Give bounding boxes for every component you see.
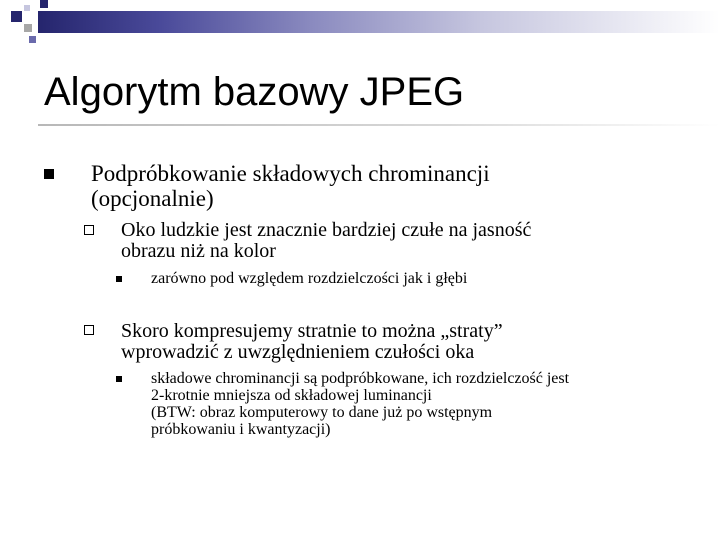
sub-sub-bullet-2 (151, 370, 569, 438)
light-square-icon (24, 5, 30, 11)
sub-bullet-line: obrazu niż na kolor (121, 240, 276, 262)
sub-bullet-line: Oko ludzkie jest znacznie bardziej czułe na jasność (121, 219, 532, 241)
sub-bullet-2 (121, 321, 503, 363)
dark-square-icon (11, 11, 22, 22)
level3-bullet-icon (116, 276, 122, 282)
sub-bullet-1 (121, 220, 531, 262)
gray-square-icon (24, 24, 32, 32)
bullet-main-line: Podpróbkowanie składowych chrominancji (91, 161, 490, 186)
title-divider (38, 124, 720, 126)
sub-sub-bullet-line: składowe chrominancji są podpróbkowane, ich rozdzielczość jest (151, 370, 570, 387)
sub-sub-bullet-line: próbkowaniu i kwantyzacji) (151, 421, 331, 438)
header-decoration (0, 0, 720, 46)
level2-bullet-icon (84, 225, 94, 235)
sub-sub-bullet-line: zarówno pod względem rozdzielczości jak i głębi (151, 270, 468, 287)
level3-bullet-icon (116, 376, 122, 382)
slide-title: Algorytm bazowy JPEG (44, 70, 465, 114)
bullet-main-line: (opcjonalnie) (91, 186, 214, 211)
title-gradient-bar (38, 11, 720, 33)
sub-bullet-line: Skoro kompresujemy stratnie to można „straty” (121, 320, 503, 342)
outline-square-icon (29, 36, 36, 43)
sub-sub-bullet-line: 2-krotnie mniejsza od składowej luminancji (151, 387, 432, 404)
sub-bullet-line: wprowadzić z uwzględnieniem czułości oka (121, 341, 475, 363)
level2-bullet-icon (84, 325, 94, 335)
small-dark-square-icon (40, 0, 48, 8)
level1-bullet-icon (44, 169, 54, 179)
bullet-main (91, 161, 490, 211)
sub-sub-bullet-1 (151, 270, 467, 287)
sub-sub-bullet-line: (BTW: obraz komputerowy to dane już po wstępnym (151, 404, 493, 421)
